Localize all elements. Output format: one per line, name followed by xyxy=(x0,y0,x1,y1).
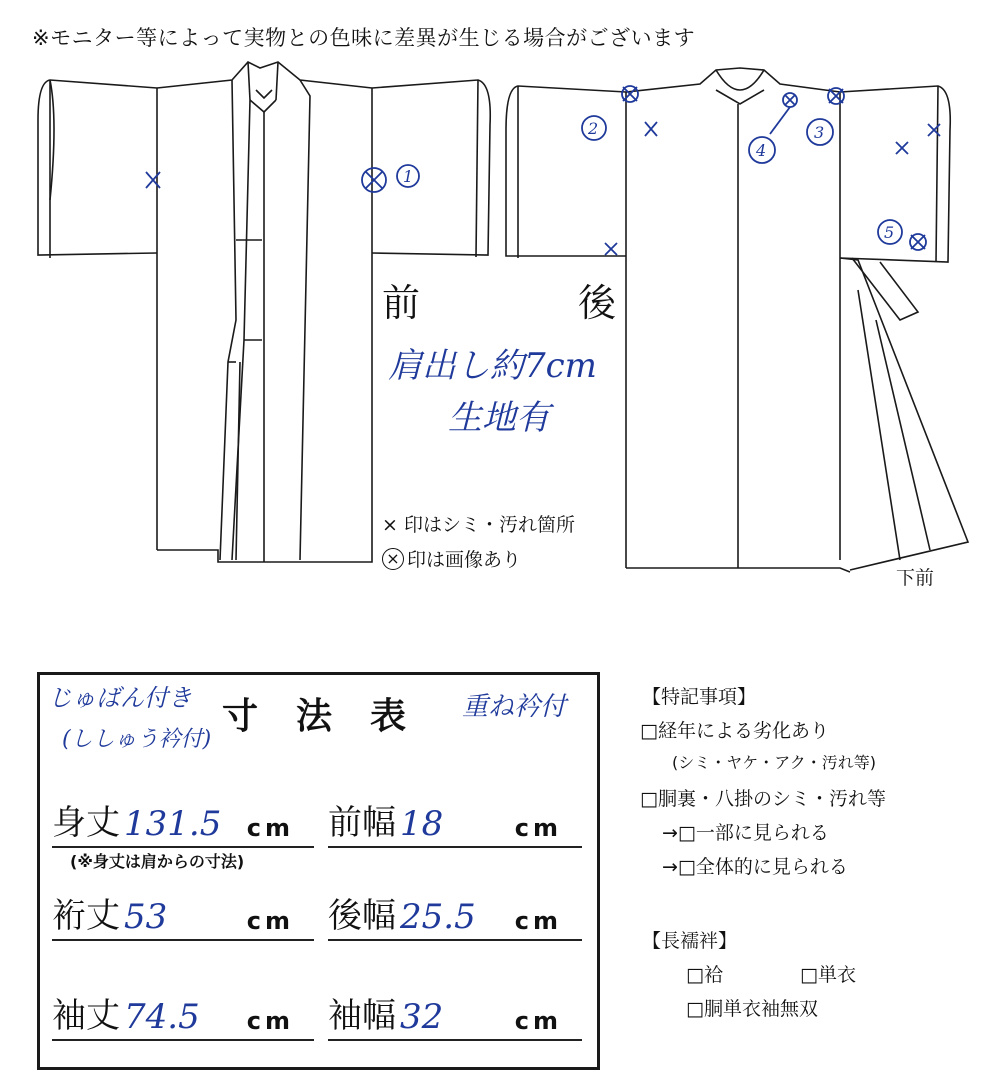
aging-detail: (シミ・ヤケ・アク・汚れ等) xyxy=(672,753,877,772)
front-view-outline xyxy=(38,62,490,562)
lining-stain-checkbox: □胴裏・八掛のシミ・汚れ等 xyxy=(640,788,886,810)
size-unit: cm xyxy=(514,1007,562,1035)
size-unit: cm xyxy=(514,814,562,842)
handwritten-fabric-note: 生地有 xyxy=(448,398,550,438)
size-label: 裄丈 xyxy=(52,896,120,936)
circled-x-icon: × xyxy=(382,548,404,570)
height-measure-note: (※身丈は肩からの寸法) xyxy=(70,852,245,871)
size-value: 18 xyxy=(400,804,444,844)
size-unit: cm xyxy=(246,814,294,842)
size-label: 身丈 xyxy=(52,803,120,843)
size-label: 後幅 xyxy=(328,896,396,936)
marker-2: 2 xyxy=(588,119,599,138)
lining-partial-checkbox: →□一部に見られる xyxy=(662,822,829,844)
size-label: 袖丈 xyxy=(52,996,120,1036)
size-table-title: 寸法表 xyxy=(222,696,445,737)
juban-heading: 【長襦袢】 xyxy=(642,930,738,952)
embroidered-collar-note: (ししゅう衿付) xyxy=(62,727,212,752)
size-value: 53 xyxy=(124,897,168,937)
size-unit: cm xyxy=(246,1007,294,1035)
shitamae-label: 下前 xyxy=(896,567,935,589)
front-label: 前 xyxy=(382,281,421,325)
size-value: 25.5 xyxy=(400,897,476,937)
marker-5: 5 xyxy=(884,223,895,242)
kasane-eri-note: 重ね衿付 xyxy=(462,692,567,722)
lining-overall-checkbox: →□全体的に見られる xyxy=(662,856,848,878)
marker-1: 1 xyxy=(403,167,414,186)
size-value: 74.5 xyxy=(124,997,200,1037)
juban-hitoe-checkbox: □単衣 xyxy=(800,964,856,986)
marker-4: 4 xyxy=(756,141,767,160)
monitor-color-disclaimer: ※モニター等によって実物との色味に差異が生じる場合がございます xyxy=(32,26,696,50)
back-label: 後 xyxy=(578,281,617,325)
size-unit: cm xyxy=(246,907,294,935)
handwritten-shoulder-note: 肩出し約7cm xyxy=(388,346,597,386)
marker-3: 3 xyxy=(814,123,825,142)
legend-photo-mark xyxy=(382,545,521,572)
juban-awase-checkbox: □袷 xyxy=(686,964,723,986)
size-unit: cm xyxy=(514,907,562,935)
size-label: 袖幅 xyxy=(328,996,396,1036)
legend-photo-text: 印は画像あり xyxy=(407,549,522,571)
aging-checkbox: □経年による劣化あり xyxy=(640,720,829,742)
size-row-yukitake xyxy=(52,893,314,941)
size-row-maehaba xyxy=(328,800,582,848)
size-row-sodehaba xyxy=(328,993,582,1041)
size-row-sodetake xyxy=(52,993,314,1041)
size-value: 32 xyxy=(400,997,444,1037)
size-row-mitake xyxy=(52,800,314,848)
juban-musou-checkbox: □胴単衣袖無双 xyxy=(686,998,818,1020)
size-value: 131.5 xyxy=(124,804,222,844)
size-row-ushirohaba xyxy=(328,893,582,941)
legend-stain-mark: × 印はシミ・汚れ箇所 xyxy=(382,514,575,536)
juban-attached-note: じゅばん付き xyxy=(48,684,192,712)
special-notes-heading: 【特記事項】 xyxy=(642,686,757,708)
size-label: 前幅 xyxy=(328,803,396,843)
